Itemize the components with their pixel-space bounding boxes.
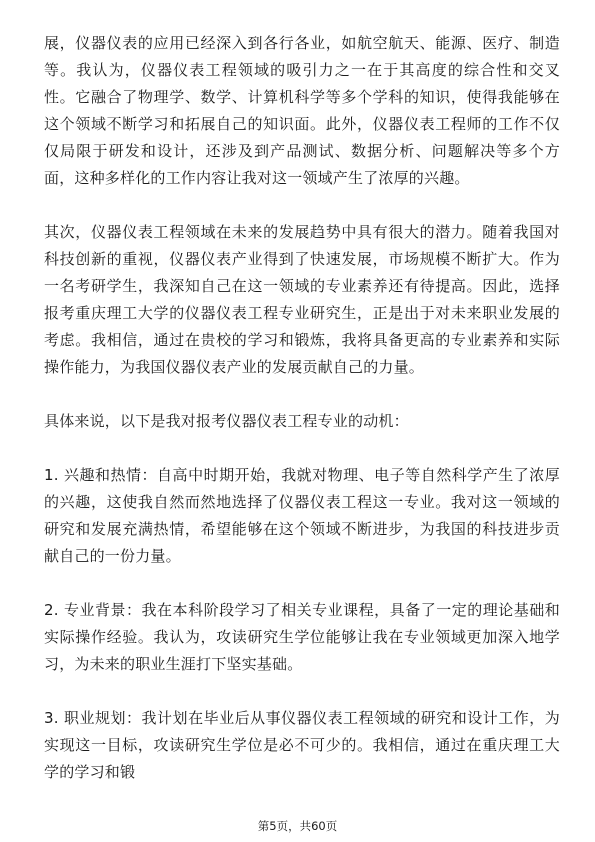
- paragraph-spacer: [44, 435, 560, 462]
- paragraph-spacer: [44, 570, 560, 597]
- paragraph-interest-intro: 展，仪器仪表的应用已经深入到各行各业，如航空航天、能源、医疗、制造等。我认为，仪器仪表工程领域的吸引力之一在于其高度的综合性和交叉性。它融合了物理学、数学、计算机科学等多个学科的知识，使得我能够在这个领域不断学习和拓展自己的知识面。此外，仪器仪表工程师的工作不仅仅局限于研发和设计，还涉及到产品测试、数据分析、问题解决等多个方面，这种多样化的工作内容让我对这一领域产生了浓厚的兴趣。: [44, 34, 560, 187]
- paragraph-item-background: 2. 专业背景：我在本科阶段学习了相关专业课程，具备了一定的理论基础和实际操作经验。我认为，攻读研究生学位能够让我在专业领域更加深入地学习，为未来的职业生涯打下坚实基础。: [44, 601, 560, 673]
- paragraph-item-career: 3. 职业规划：我计划在毕业后从事仪器仪表工程领域的研究和设计工作，为实现这一目标，攻读研究生学位是必不可少的。我相信，通过在重庆理工大学的学习和锻: [44, 709, 560, 781]
- document-body: [44, 30, 560, 786]
- page-number-footer: 第5页，共60页: [257, 819, 338, 833]
- paragraph-spacer: [44, 381, 560, 408]
- paragraph-spacer: [44, 192, 560, 219]
- paragraph-motivation-heading: 具体来说，以下是我对报考仪器仪表工程专业的动机：: [44, 412, 409, 430]
- paragraph-spacer: [44, 678, 560, 705]
- paragraph-potential: 其次，仪器仪表工程领域在未来的发展趋势中具有很大的潜力。随着我国对科技创新的重视，仪器仪表产业得到了快速发展，市场规模不断扩大。作为一名考研学生，我深知自己在这一领域的专业素养还有待提高。因此，选择报考重庆理工大学的仪器仪表工程专业研究生，正是出于对未来职业发展的考虑。我相信，通过在贵校的学习和锻炼，我将具备更高的专业素养和实际操作能力，为我国仪器仪表产业的发展贡献自己的力量。: [44, 223, 560, 376]
- paragraph-item-interest: 1. 兴趣和热情：自高中时期开始，我就对物理、电子等自然科学产生了浓厚的兴趣，这使我自然而然地选择了仪器仪表工程这一专业。我对这一领域的研究和发展充满热情，希望能够在这个领域不断进步，为我国的科技进步贡献自己的一份力量。: [44, 466, 560, 565]
